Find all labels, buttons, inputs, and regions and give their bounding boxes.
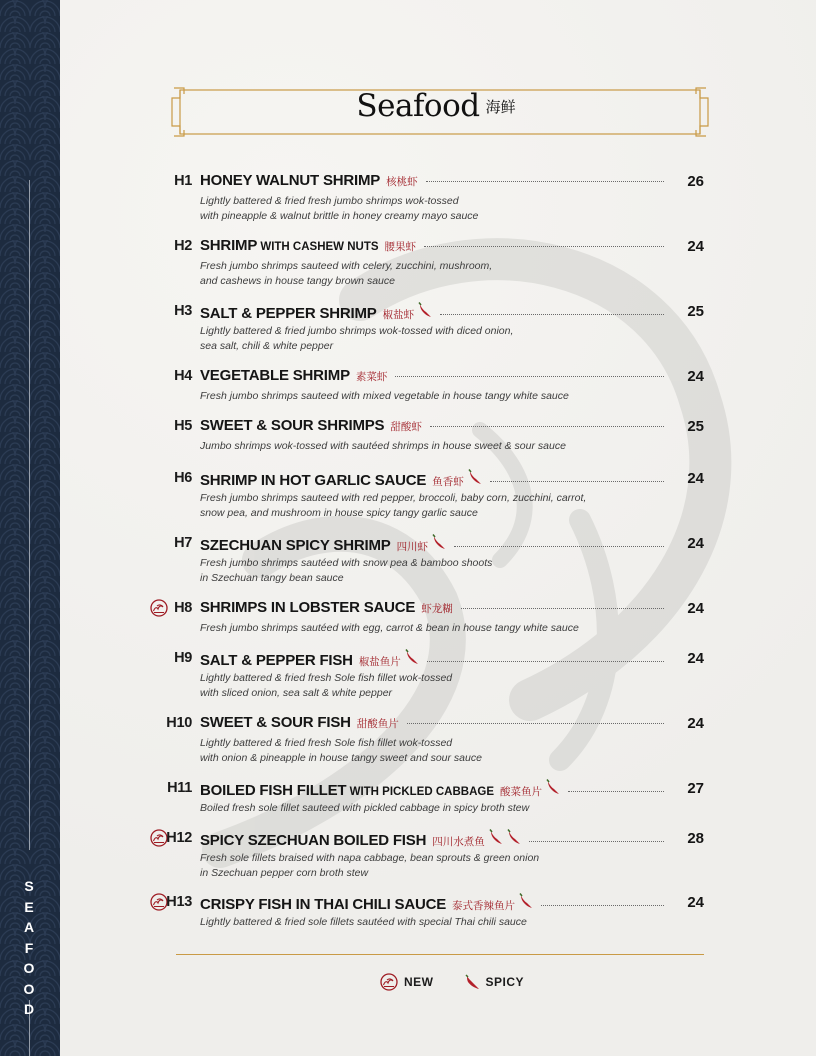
new-icon <box>380 973 398 991</box>
item-price: 26 <box>687 173 704 190</box>
item-description: Fresh jumbo shrimps sauteed with red pepper, broccoli, baby corn, zucchini, carrot, <box>200 492 587 504</box>
item-name-main: SPICY SZECHUAN BOILED FISH <box>200 832 427 849</box>
item-chinese-name: 虾龙糊 <box>421 603 453 615</box>
item-name <box>200 832 426 849</box>
chili-icon <box>405 649 419 670</box>
item-name <box>200 652 353 669</box>
item-name <box>200 714 351 731</box>
item-name-main: SHRIMP <box>200 237 258 254</box>
item-chinese-name: 四川水煮鱼 <box>432 836 485 848</box>
item-description: with pineapple & walnut brittle in honey creamy mayo sauce <box>200 209 479 222</box>
item-name <box>200 472 426 489</box>
menu-item-h11 <box>140 779 710 816</box>
new-icon <box>150 829 168 852</box>
menu-item-h13 <box>140 893 710 930</box>
sidebar-label: S E A F O O D <box>23 878 35 1017</box>
title-english: Seafood <box>356 88 480 124</box>
item-code: H12 <box>166 830 192 846</box>
item-price: 24 <box>687 715 704 732</box>
item-name <box>200 537 391 554</box>
menu-item-h6 <box>140 469 710 520</box>
item-chinese-name: 核桃虾 <box>386 176 418 188</box>
item-name <box>200 305 377 322</box>
chili-icon <box>507 829 521 850</box>
chili-icon <box>432 534 446 555</box>
item-price: 24 <box>687 368 704 385</box>
menu-item-h1 <box>140 172 710 223</box>
item-name <box>200 896 446 913</box>
item-name-main: SWEET & SOUR FISH <box>200 714 351 731</box>
menu-item-h7 <box>140 534 710 585</box>
item-name-main: BOILED FISH FILLET <box>200 782 347 799</box>
menu-item-h3 <box>140 302 710 353</box>
chili-icon <box>546 779 560 800</box>
item-description: Fresh jumbo shrimps sauteed with celery, zucchini, mushroom, <box>200 260 493 272</box>
item-description: sea salt, chili & white pepper <box>200 339 334 352</box>
item-name-main: HONEY WALNUT SHRIMP <box>200 172 381 189</box>
dot-leader <box>568 790 664 792</box>
dot-leader <box>407 722 664 724</box>
item-chinese-name: 泰式香辣鱼片 <box>452 900 516 912</box>
item-price: 24 <box>687 894 704 911</box>
item-description: Jumbo shrimps wok-tossed with sautéed shrimps in house sweet & sour sauce <box>200 440 566 452</box>
item-chinese-name: 腰果虾 <box>384 241 417 253</box>
item-chinese-name: 椒盐虾 <box>382 309 415 321</box>
item-name <box>200 417 384 434</box>
item-chinese-name: 椒盐鱼片 <box>358 656 401 668</box>
dot-leader <box>424 245 664 247</box>
item-code: H3 <box>174 303 192 319</box>
item-code: H8 <box>174 600 192 616</box>
item-code: H10 <box>166 715 192 731</box>
item-price: 24 <box>687 238 704 255</box>
legend-new-label: NEW <box>404 975 434 989</box>
item-price: 24 <box>687 535 704 552</box>
new-icon <box>150 893 168 916</box>
sidebar-band <box>0 0 60 1056</box>
dot-leader <box>490 480 664 482</box>
menu-item-h5 <box>140 417 710 454</box>
item-description: and cashews in house tangy brown sauce <box>200 274 395 287</box>
item-code: H7 <box>174 535 192 551</box>
chili-icon <box>489 829 503 850</box>
item-chinese-name: 甜酸虾 <box>390 421 422 433</box>
item-name-sub: WITH PICKLED CABBAGE <box>346 786 494 798</box>
chili-icon <box>519 893 533 914</box>
item-description: Lightly battered & fried sole fillets sautéed with special Thai chili sauce <box>200 916 527 928</box>
item-description: Fresh jumbo shrimps sauteed with mixed vegetable in house tangy white sauce <box>200 390 569 402</box>
item-price: 25 <box>687 418 704 435</box>
bottom-divider <box>176 954 704 955</box>
item-name-main: CRISPY FISH IN THAI CHILI SAUCE <box>200 896 447 913</box>
item-name-main: SZECHUAN SPICY SHRIMP <box>200 537 391 554</box>
sidebar-divider <box>29 180 30 850</box>
menu-item-h8 <box>140 599 710 636</box>
item-description: in Szechuan tangy bean sauce <box>200 571 344 584</box>
item-name <box>200 782 494 799</box>
item-code: H13 <box>166 894 192 910</box>
item-code: H1 <box>174 173 192 189</box>
legend-spicy-label: SPICY <box>485 975 525 989</box>
title-chinese: 海鲜 <box>485 97 516 116</box>
item-name <box>200 367 350 384</box>
item-code: H2 <box>174 238 192 254</box>
legend <box>380 973 524 991</box>
dot-leader <box>440 313 664 315</box>
dot-leader <box>426 180 664 182</box>
item-description: Fresh jumbo shrimps sautéed with snow pea & bamboo shoots <box>200 557 493 569</box>
item-price: 25 <box>687 303 704 320</box>
new-icon <box>150 599 168 622</box>
item-price: 28 <box>687 830 704 847</box>
menu-item-h4 <box>140 367 710 404</box>
chili-icon <box>418 302 432 323</box>
item-price: 27 <box>687 780 704 797</box>
menu-item-h10 <box>140 714 710 765</box>
dot-leader <box>454 545 664 547</box>
item-chinese-name: 四川虾 <box>396 541 429 553</box>
item-description: Fresh sole fillets braised with napa cabbage, bean sprouts & green onion <box>200 852 540 864</box>
item-price: 24 <box>687 650 704 667</box>
menu-item-h2 <box>140 237 710 288</box>
item-description: in Szechuan pepper corn broth stew <box>200 866 369 879</box>
item-chinese-name: 素菜虾 <box>355 371 388 383</box>
item-name-main: SHRIMPS IN LOBSTER SAUCE <box>200 599 416 616</box>
item-description: Lightly battered & fried fresh Sole fish fillet wok-tossed <box>200 737 453 749</box>
item-chinese-name: 甜酸鱼片 <box>356 718 399 730</box>
item-code: H9 <box>174 650 192 666</box>
item-code: H5 <box>174 418 192 434</box>
dot-leader <box>395 375 664 377</box>
item-code: H4 <box>174 368 192 384</box>
menu-item-h12 <box>140 829 710 880</box>
item-price: 24 <box>687 600 704 617</box>
item-code: H6 <box>174 470 192 486</box>
item-name <box>200 599 415 616</box>
item-name-sub: WITH CASHEW NUTS <box>257 241 379 253</box>
item-name-main: SALT & PEPPER FISH <box>200 652 353 669</box>
item-name <box>200 237 379 254</box>
item-name-main: SALT & PEPPER SHRIMP <box>200 305 377 322</box>
item-description: Lightly battered & fried fresh Sole fish fillet wok-tossed <box>200 672 453 684</box>
item-price: 24 <box>687 470 704 487</box>
menu-item-h9 <box>140 649 710 700</box>
item-description: snow pea, and mushroom in house spicy tangy garlic sauce <box>200 506 478 519</box>
item-name-main: SHRIMP IN HOT GARLIC SAUCE <box>200 472 427 489</box>
item-chinese-name: 酸菜鱼片 <box>500 786 542 798</box>
page-title <box>200 88 672 138</box>
item-description: Lightly battered & fried jumbo shrimps wok-tossed with diced onion, <box>200 325 514 337</box>
chili-icon <box>468 469 482 490</box>
item-name <box>200 172 380 189</box>
item-description: Lightly battered & fried fresh jumbo shrimps wok-tossed <box>200 195 459 207</box>
item-name-main: VEGETABLE SHRIMP <box>200 367 350 384</box>
item-description: Boiled fresh sole fillet sauteed with pickled cabbage in spicy broth stew <box>200 802 530 814</box>
item-description: Fresh jumbo shrimps sautéed with egg, carrot & bean in house tangy white sauce <box>200 622 579 634</box>
item-code: H11 <box>167 780 192 796</box>
dot-leader <box>541 904 664 906</box>
item-chinese-name: 鱼香虾 <box>432 476 464 488</box>
dot-leader <box>461 607 664 609</box>
item-description: with sliced onion, sea salt & white pepper <box>200 686 393 699</box>
dot-leader <box>529 840 664 842</box>
dot-leader <box>430 425 664 427</box>
dot-leader <box>427 660 664 662</box>
item-name-main: SWEET & SOUR SHRIMPS <box>200 417 385 434</box>
chili-icon <box>464 974 480 990</box>
item-description: with onion & pineapple in house tangy sweet and sour sauce <box>200 751 482 764</box>
